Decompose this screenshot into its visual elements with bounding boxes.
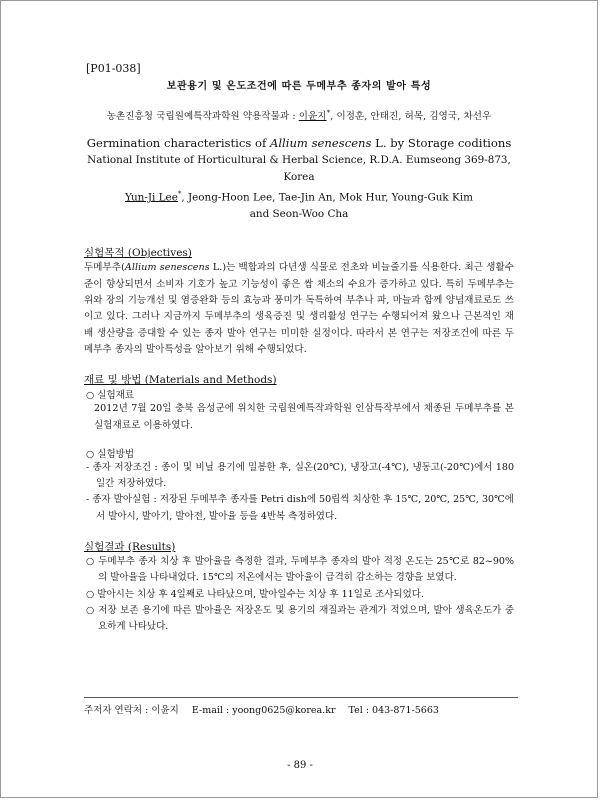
objectives-text: 두메부추(Allium senescens L.)는 백합과의 다년생 식물로 전초와 비늘줄기를 식용한다. 최근 생활수준이 향상되면서 소비자 기호가 높고 기능성이 좋은 쌈 채소의 수요가 증가하고 있다. 특히 두메부추는 위와 장의 기능개선 및 염증완화 등의 효능과 풍미가 독특하여 부추나 파, 마늘과 함께 양념재료로도 쓰이고 있다. 그러나 지금까지 두메부추의 생육증진 및 생리활성 연구는 수행되어져 왔으나 근본적인 재배 생산량을 증대할 수 있는 종자 발아 연구는 미미한 실정이다. 따라서 본 연구는 저장조건에 따른 두메부추 종자의 발아특성을 알아보기 위해 수행되었다. — [84, 262, 514, 355]
abstract-page — [84, 62, 514, 636]
presenter-english: Yun-Ji Lee — [125, 191, 178, 204]
affiliation-korean: 농촌진흥청 국립원예특작과학원 약용작물과 : — [106, 111, 299, 122]
corresponding-mark: * — [326, 108, 331, 117]
footer-divider — [84, 697, 518, 698]
authors-english-line2: and Seon-Woo Cha — [249, 208, 349, 221]
methods-subheading: ○ 실험방법 — [86, 448, 135, 460]
title-korean: 보관용기 및 온도조건에 따른 두메부추 종자의 발아 특성 — [166, 81, 432, 92]
result-item-3: ○ 저장 보존 용기에 따른 발아율은 저장온도 및 용기의 재질과는 관계가 적었으며, 발아 생육온도가 중요하게 나타났다. — [86, 604, 514, 633]
poster-code: [P01-038] — [86, 62, 141, 75]
footer-contact — [84, 702, 449, 716]
presenter-korean: 이윤지 — [298, 111, 327, 122]
materials-text: 2012년 7월 20일 충북 음성군에 위치한 국립원예특작과학원 인삼특작부에서 채종된 두메부추를 본 실험재료로 이용하였다. — [94, 403, 514, 431]
coauthors-korean: , 이정훈, 안태진, 허목, 김영국, 차선우 — [330, 111, 492, 122]
title-english: Germination characteristics of Allium senescens L. by Storage coditions — [86, 136, 512, 150]
corresponding-mark-en: * — [177, 190, 182, 198]
germination-test-item: - 종자 발아실험 : 저장된 두메부추 종자를 Petri dish에 50립씩 치상한 후 15℃, 20℃, 25℃, 30℃에서 발아시, 발아기, 발아전, 발아율 등을 4반복 측정하였다. — [86, 494, 514, 522]
coauthors-english: , Jeong-Hoon Lee, Tae-Jin An, Mok Hur, Young-Guk Kim — [181, 191, 473, 204]
authors-korean — [84, 108, 514, 122]
methods-heading: 재료 및 방법 (Materials and Methods) — [84, 374, 277, 387]
results-heading: 실험결과 (Results) — [84, 541, 176, 554]
storage-condition-item: - 종자 저장조건 : 종이 및 비닐 용기에 밀봉한 후, 실온(20℃), 냉장고(-4℃), 냉동고(-20℃)에서 180일간 저장하였다. — [86, 461, 514, 490]
contact-email: E-mail : yoong0625@korea.kr — [191, 705, 336, 716]
authors-english — [84, 186, 514, 206]
result-item-2: ○ 발아시는 치상 후 4일째로 나타났으며, 발아일수는 치상 후 11일로 조사되었다. — [86, 588, 424, 600]
contact-author: 주저자 연락처 : 이윤지 — [84, 705, 179, 716]
contact-tel: Tel : 043-871-5663 — [348, 705, 439, 716]
materials-subheading: ○ 실험재료 — [86, 390, 135, 402]
page-number: - 89 - — [287, 760, 313, 771]
result-item-1: ○ 두메부추 종자 치상 후 발아율을 측정한 결과, 두메부추 종자의 발아 적정 온도는 25℃로 82~90%의 발아율을 나타내었다. 15℃의 저온에서는 발아율이 급격히 감소하는 경향을 보였다. — [86, 556, 514, 584]
objectives-heading: 실험목적 (Objectives) — [84, 247, 192, 260]
affiliation-english: National Institute of Horticultural & Herbal Science, R.D.A. Eumseong 369-873, Korea — [87, 154, 511, 183]
species-name: Allium senescens — [269, 136, 372, 150]
